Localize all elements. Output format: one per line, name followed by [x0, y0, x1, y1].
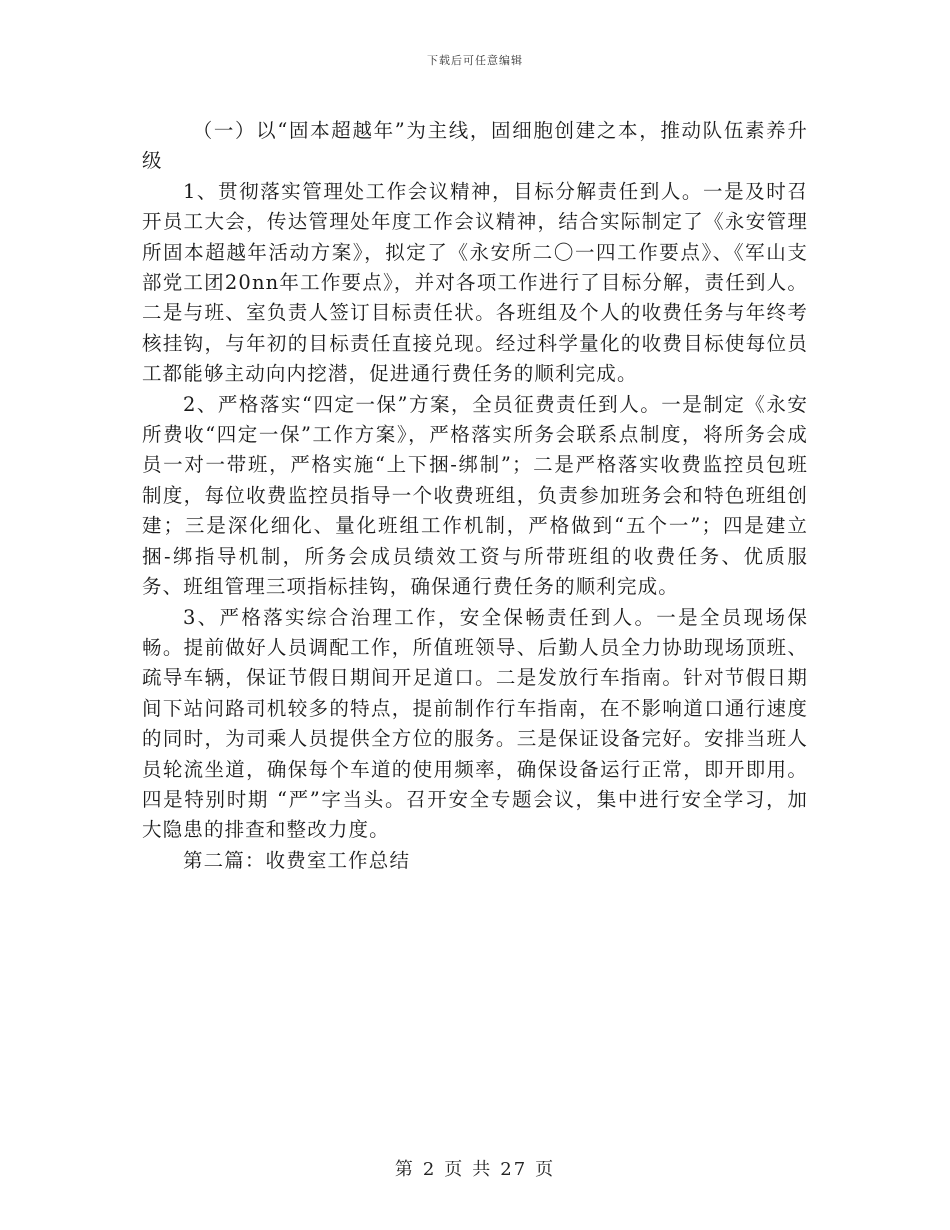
section-title: （一）以“固本超越年”为主线，固细胞创建之本，推动队伍素养升级 — [142, 119, 808, 173]
page-footer — [0, 1155, 950, 1181]
paragraph-2: 2、严格落实“四定一保”方案，全员征费责任到人。一是制定《永安所费收“四定一保”工作方案》，严格落实所务会联系点制度，将所务会成员一对一带班，严格实施“上下捆-绑制”；二是严格落实收费监控员包班制度，每位收费监控员指导一个收费班组，负责参加班务会和特色班组创建；三是深化细化、量化班组工作机制，严格做到“五个一”；四是建立捆-绑指导机制，所务会成员绩效工资与所带班组的收费任务、优质服务、班组管理三项指标挂钩，确保通行费任务的顺利完成。 — [142, 392, 808, 599]
paragraph-3: 3、严格落实综合治理工作，安全保畅责任到人。一是全员现场保畅。提前做好人员调配工作，所值班领导、后勤人员全力协助现场顶班、疏导车辆，保证节假日期间开足道口。二是发放行车指南。针对节假日期间下站问路司机较多的特点，提前制作行车指南，在不影响道口通行速度的同时，为司乘人员提供全方位的服务。三是保证设备完好。安排当班人员轮流坐道，确保每个车道的使用频率，确保设备运行正常，即开即用。四是特别时期 “严”字当头。召开安全专题会议，集中进行安全学习，加大隐患的排查和整改力度。 — [142, 605, 808, 842]
page-current: 2 — [422, 1159, 437, 1180]
document-body — [142, 116, 808, 876]
page-prefix: 第 — [394, 1159, 415, 1180]
paragraph-4: 第二篇：收费室工作总结 — [182, 848, 411, 872]
page-total-prefix: 共 — [472, 1159, 493, 1180]
page-header-note: 下载后可任意编辑 — [427, 54, 523, 67]
page-suffix: 页 — [535, 1159, 556, 1180]
page-mid: 页 — [444, 1159, 465, 1180]
paragraph-1: 1、贯彻落实管理处工作会议精神，目标分解责任到人。一是及时召开员工大会，传达管理处年度工作会议精神，结合实际制定了《永安管理所固本超越年活动方案》，拟定了《永安所二〇一四工作要点》、《军山支部党工团20nn年工作要点》，并对各项工作进行了目标分解，责任到人。二是与班、室负责人签订目标责任状。各班组及个人的收费任务与年终考核挂钩，与年初的目标责任直接兑现。经过科学量化的收费目标使每位员工都能够主动向内挖潜，促进通行费任务的顺利完成。 — [142, 179, 808, 386]
page-total: 27 — [500, 1159, 528, 1180]
